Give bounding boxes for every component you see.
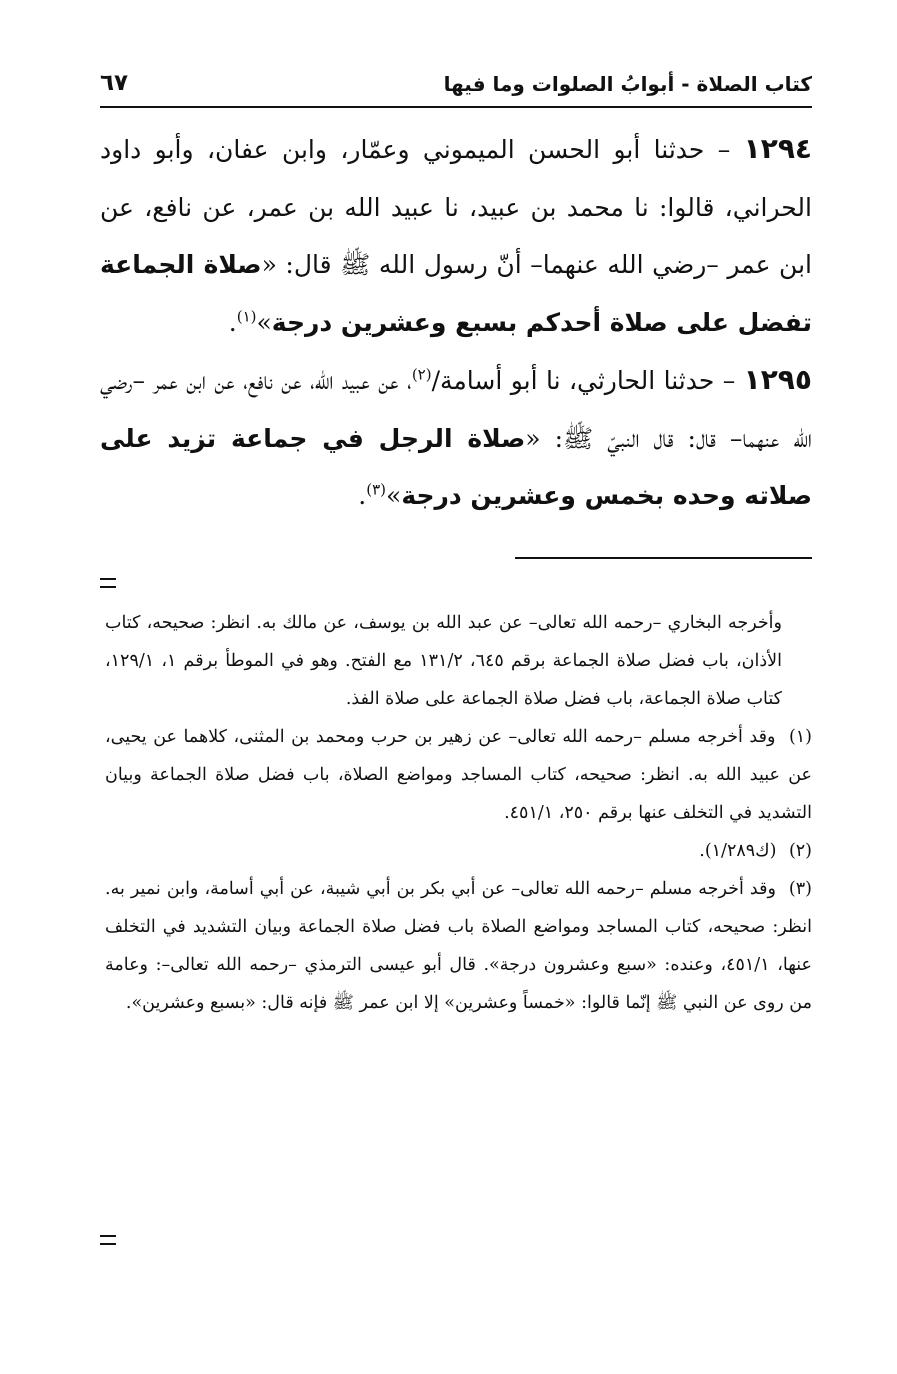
quote-close: » xyxy=(256,307,272,337)
footnote-ref: (٢) xyxy=(411,365,432,384)
footnote-text: (ك١/٢٨٩). xyxy=(699,841,777,861)
running-head-title: كتاب الصلاة - أبوابُ الصلوات وما فيها xyxy=(443,72,812,96)
page-number: ٦٧ xyxy=(100,70,129,96)
hadith-1295 xyxy=(100,351,812,525)
footnote-text: وقد أخرجه مسلم –رحمه الله تعالى– عن أبي بكر بن أبي شيبة، عن أبي أسامة، وابن نمير به. انظر: صحيحه، كتاب المساجد ومواضع الصلاة باب فضل صلاة الجماعة وبيان التشديد في التخلف عنها، ٤٥١/١، وعنده: «سبع وعشرون درجة». قال أبو عيسى الترمذي –رحمه الله تعالى–: وعامة من روى عن النبي ﷺ إنّما قالوا: «خمساً وعشرين» إلا ابن عمر ﷺ فإنه قال: «بسبع وعشرين». xyxy=(105,879,812,1013)
quote-close: » xyxy=(386,481,402,510)
footnote-1 xyxy=(105,718,812,832)
hadith-isnad: – حدثنا الحارثي، نا أبو أسامة/ xyxy=(431,366,744,395)
hadith-1294 xyxy=(100,120,812,351)
footnote-continuation: وأخرجه البخاري –رحمه الله تعالى– عن عبد الله بن يوسف، عن مالك به. انظر: صحيحه، كتاب الأذان، باب فضل صلاة الجماعة برقم ٦٤٥، ١٣١/٢ مع الفتح. وهو في الموطأ برقم ١، ١٢٩/١، كتاب صلاة الجماعة، باب فضل صلاة الجماعة على صلاة الفذ. xyxy=(105,613,783,709)
continuation-mark-bottom xyxy=(100,1235,116,1245)
header-rule xyxy=(100,106,812,108)
running-header xyxy=(100,66,812,108)
hadith-matn: صلاة الجماعة تفضل على صلاة أحدكم بسبع وعشرين درجة xyxy=(100,250,812,337)
hadith-matn: صلاة الرجل في جماعة تزيد على صلاته وحده بخمس وعشرين درجة xyxy=(100,423,812,510)
hadith-isnad-cont: ، عن عبيد الله، عن نافع، عن ابن عمر –رضي الله عنهما– قال: قال النبيّ ﷺ: « xyxy=(100,366,812,453)
footnote-2 xyxy=(105,832,812,870)
footnotes xyxy=(105,604,812,1022)
continuation-mark-top xyxy=(100,578,116,588)
hadith-end: . xyxy=(358,481,367,510)
footnote-ref: (١) xyxy=(236,307,257,326)
footnote-label: (١) xyxy=(788,727,812,747)
hadith-number: ١٢٩٤ xyxy=(743,132,812,165)
footnote-ref: (٣) xyxy=(366,480,387,499)
footnote-label: (٢) xyxy=(788,841,812,861)
footnote-3 xyxy=(105,870,812,1022)
footnote-separator xyxy=(515,557,812,559)
hadith-end: . xyxy=(228,307,237,337)
hadith-isnad: – حدثنا أبو الحسن الميموني وعمّار، وابن عفان، وأبو داود الحراني، قالوا: نا محمد بن عبيد، نا عبيد الله بن عمر، عن نافع، عن ابن عمر –رضي الله عنهما– أنّ رسول الله ﷺ قال: « xyxy=(100,135,812,279)
hadith-number: ١٢٩٥ xyxy=(743,363,812,396)
main-text xyxy=(100,120,812,525)
footnote-label: (٣) xyxy=(788,879,812,899)
footnote-text: وقد أخرجه مسلم –رحمه الله تعالى– عن زهير بن حرب ومحمد بن المثنى، كلاهما عن يحيى، عن عبيد الله به. انظر: صحيحه، كتاب المساجد ومواضع الصلاة، باب فضل صلاة الجماعة وبيان التشديد في التخلف عنها برقم ٢٥٠، ٤٥١/١. xyxy=(105,727,812,823)
